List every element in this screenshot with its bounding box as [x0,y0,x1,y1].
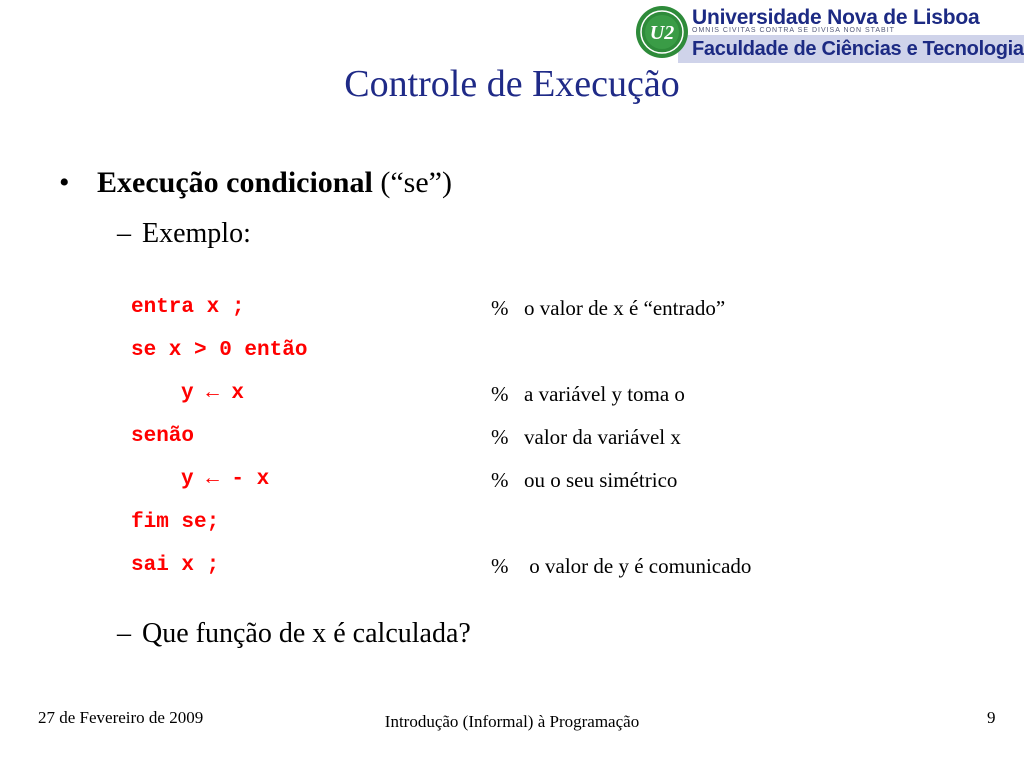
comment-marker: % [491,296,509,320]
bullet-bold-text: Execução condicional [97,166,373,199]
footer-date: 27 de Fevereiro de 2009 [38,708,204,727]
sub-bullet-question [117,618,471,650]
comment-marker: % [491,554,509,578]
comment-text: ou o seu simétrico [524,468,678,492]
logo-motto: OMNIS CIVITAS CONTRA SE DIVISA NON STABIT [692,27,895,34]
comment-marker: % [491,468,509,492]
code-line-3: y ← x [181,382,245,405]
seal-mark: U2 [649,22,675,44]
bullet-rest-text: (“se”) [372,166,452,199]
code-line-4: senão [131,425,195,448]
sub-bullet-text: Que função de x é calculada? [142,618,471,649]
code-line-7: sai x ; [131,554,220,577]
university-logo [630,2,1024,64]
code-line-6: fim se; [131,511,220,534]
code-comment-3 [491,382,685,407]
comment-marker: % [491,425,509,449]
sub-bullet-marker: – [117,618,131,649]
comment-marker: % [491,382,509,406]
logo-faculty-name: Faculdade de Ciências e Tecnologia [692,38,1024,60]
footer-page-number: 9 [987,708,996,727]
code-comment-5 [491,468,677,493]
comment-text: valor da variável x [524,425,681,449]
code-line-1: entra x ; [131,296,245,319]
bullet-conditional-execution [59,166,452,200]
logo-university-name: Universidade Nova de Lisboa [692,6,980,29]
code-comment-7 [491,554,751,579]
bullet-marker: • [59,166,70,199]
footer-course-title: Introdução (Informal) à Programação [384,712,640,731]
slide-title: Controle de Execução [344,63,680,105]
code-line-2: se x > 0 então [131,339,308,362]
code-comment-4 [491,425,681,450]
comment-text: a variável y toma o [524,382,685,406]
code-line-5: y ← - x [181,468,270,491]
comment-text: o valor de x é “entrado” [524,296,726,320]
code-comment-1 [491,296,725,321]
comment-text: o valor de y é comunicado [524,554,752,578]
sub-bullet-example [117,218,251,250]
sub-bullet-marker: – [117,218,131,249]
university-seal-icon [634,4,690,60]
sub-bullet-text: Exemplo: [142,218,251,249]
